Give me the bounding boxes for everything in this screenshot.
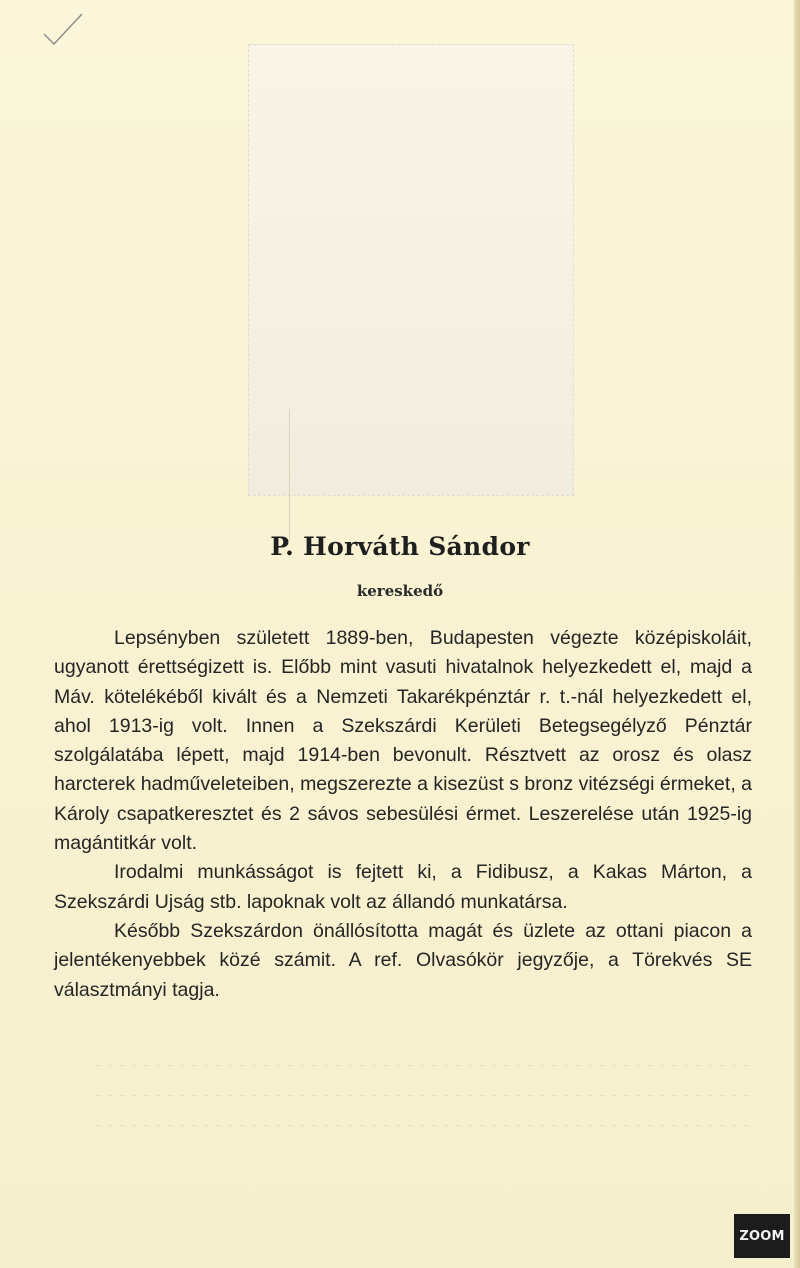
biography-paragraph: Később Szekszárdon önállósította magát és üzlete az ottani piacon a jelentékenyebbek közé számit. A ref. Olvasókör jegyzője, a Törekvés SE választmányi tagja. [54,919,752,1001]
photo-crease-line [289,409,290,541]
portrait-photo-placeholder [248,44,574,496]
reverse-side-bleed-through [96,1036,756,1126]
person-occupation: kereskedő [356,582,444,600]
biography-paragraph: Lepsényben született 1889-ben, Budapesten végezte középiskoláit, ugyanott érettségizett is. Előbb mint vasuti hivatalnok helyezkedett el, majd a Máv. kötelékéből kivált és a Nemzeti Takarékpénztár r. t.-nál helyezkedett el, ahol 1913-ig volt. Innen a Szekszárdi Kerületi Betegsegélyző Pénztár szolgálatába lépett, majd 1914-ben bevonult. Résztvett az orosz és olasz harcterek hadműveleteiben, megszerezte a kisezüst s bronz vitézségi érmeket, a Károly csapatkeresztet és 2 sávos sebesülési érmet. Leszerelése után 1925-ig magántitkár volt. [54,627,753,855]
biography-text [54,624,752,1005]
page-edge [794,0,800,1268]
zoom-logo: ZOOM [734,1214,790,1258]
person-name: P. Horváth Sándor [270,532,530,561]
checkmark-icon [40,10,86,48]
biography-paragraph: Irodalmi munkásságot is fejtett ki, a Fidibusz, a Kakas Márton, a Szekszárdi Ujság stb. lapoknak volt az állandó munkatársa. [54,861,752,913]
